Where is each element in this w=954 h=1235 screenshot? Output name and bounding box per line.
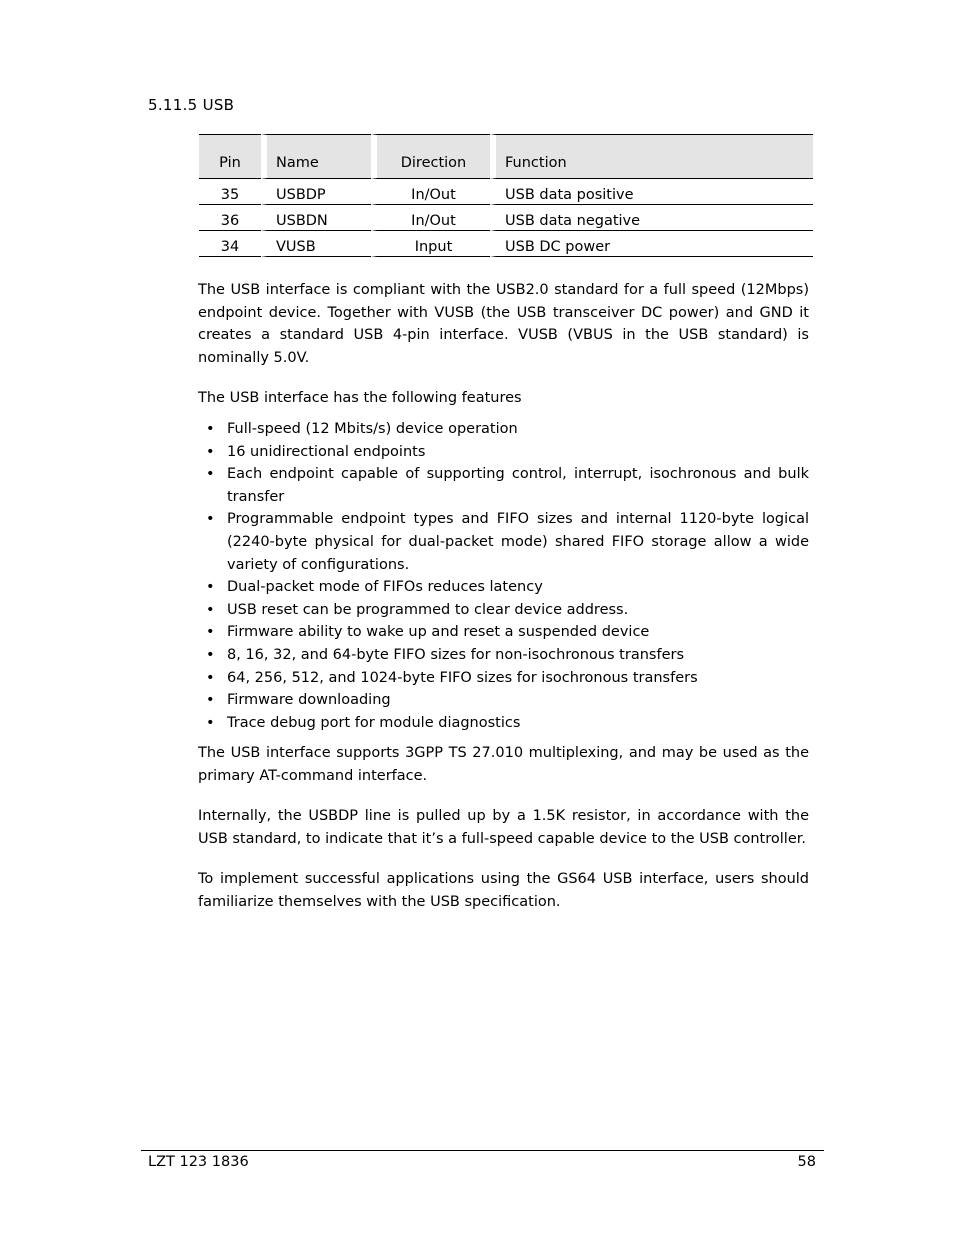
bullet-icon: • [206, 443, 215, 460]
closing-paragraph: To implement successful applications using the GS64 USB interface, users should familiarize themselves with the USB specification. [198, 871, 809, 910]
list-item [198, 441, 809, 464]
pin-table [199, 134, 813, 257]
bullet-icon: • [206, 579, 215, 596]
bullet-icon: • [206, 669, 215, 686]
list-item [198, 712, 809, 735]
bullet-icon: • [206, 692, 215, 709]
list-item-text: Each endpoint capable of supporting control, interrupt, isochronous and bulk transfer [227, 466, 809, 505]
features-lead-paragraph: The USB interface has the following features [198, 390, 522, 406]
pin-table-header-row [199, 134, 813, 179]
direction-header: Direction [371, 134, 490, 179]
list-item-text: Firmware downloading [227, 692, 391, 709]
name-header: Name [261, 134, 371, 179]
footer-divider [141, 1150, 824, 1151]
list-item-text: Trace debug port for module diagnostics [227, 714, 521, 731]
footer-doc-number: LZT 123 1836 [148, 1154, 249, 1170]
bullet-icon: • [206, 624, 215, 641]
list-item-text: Programmable endpoint types and FIFO sizes and internal 1120-byte logical (2240-byte physical for dual-packet mode) shared FIFO storage allow a wide variety of configurations. [227, 511, 809, 573]
name-cell: USBDP [261, 179, 371, 205]
list-item [198, 508, 809, 576]
list-item [198, 689, 809, 712]
direction-cell: Input [371, 231, 490, 257]
pullup-paragraph: Internally, the USBDP line is pulled up by a 1.5K resistor, in accordance with the USB standard, to indicate that it’s a full-speed capable device to the USB controller. [198, 808, 809, 847]
pin-cell: 34 [199, 231, 261, 257]
list-item-text: 8, 16, 32, and 64-byte FIFO sizes for non-isochronous transfers [227, 646, 685, 663]
bullet-icon: • [206, 511, 215, 528]
list-item [198, 463, 809, 508]
list-item [198, 576, 809, 599]
multiplexing-paragraph: The USB interface supports 3GPP TS 27.010 multiplexing, and may be used as the primary AT-command interface. [198, 745, 809, 784]
list-item-text: 16 unidirectional endpoints [227, 443, 426, 460]
list-item [198, 667, 809, 690]
table-row [199, 179, 813, 205]
list-item-text: 64, 256, 512, and 1024-byte FIFO sizes for isochronous transfers [227, 669, 698, 686]
name-cell: VUSB [261, 231, 371, 257]
intro-paragraph: The USB interface is compliant with the USB2.0 standard for a full speed (12Mbps) endpoint device. Together with VUSB (the USB transceiver DC power) and GND it creates a standard USB 4-pin interface. VUSB (VBUS in the USB standard) is nominally 5.0V. [198, 282, 809, 366]
list-item [198, 418, 809, 441]
function-cell: USB data positive [490, 179, 813, 205]
pin-cell: 36 [199, 205, 261, 231]
bullet-icon: • [206, 714, 215, 731]
table-row [199, 231, 813, 257]
direction-cell: In/Out [371, 179, 490, 205]
list-item [198, 644, 809, 667]
function-cell: USB DC power [490, 231, 813, 257]
list-item [198, 599, 809, 622]
footer-page-number: 58 [797, 1154, 816, 1170]
pin-cell: 35 [199, 179, 261, 205]
pin-header: Pin [199, 134, 261, 179]
section-heading: 5.11.5 USB [148, 96, 235, 114]
function-header: Function [490, 134, 813, 179]
bullet-icon: • [206, 466, 215, 483]
name-cell: USBDN [261, 205, 371, 231]
direction-cell: In/Out [371, 205, 490, 231]
list-item-text: Full-speed (12 Mbits/s) device operation [227, 421, 518, 437]
bullet-icon: • [206, 421, 215, 437]
feature-list [198, 418, 809, 734]
bullet-icon: • [206, 646, 215, 663]
list-item-text: USB reset can be programmed to clear device address. [227, 601, 629, 618]
table-row [199, 205, 813, 231]
function-cell: USB data negative [490, 205, 813, 231]
list-item-text: Dual-packet mode of FIFOs reduces latency [227, 579, 543, 596]
list-item-text: Firmware ability to wake up and reset a suspended device [227, 624, 650, 641]
bullet-icon: • [206, 601, 215, 618]
list-item [198, 621, 809, 644]
